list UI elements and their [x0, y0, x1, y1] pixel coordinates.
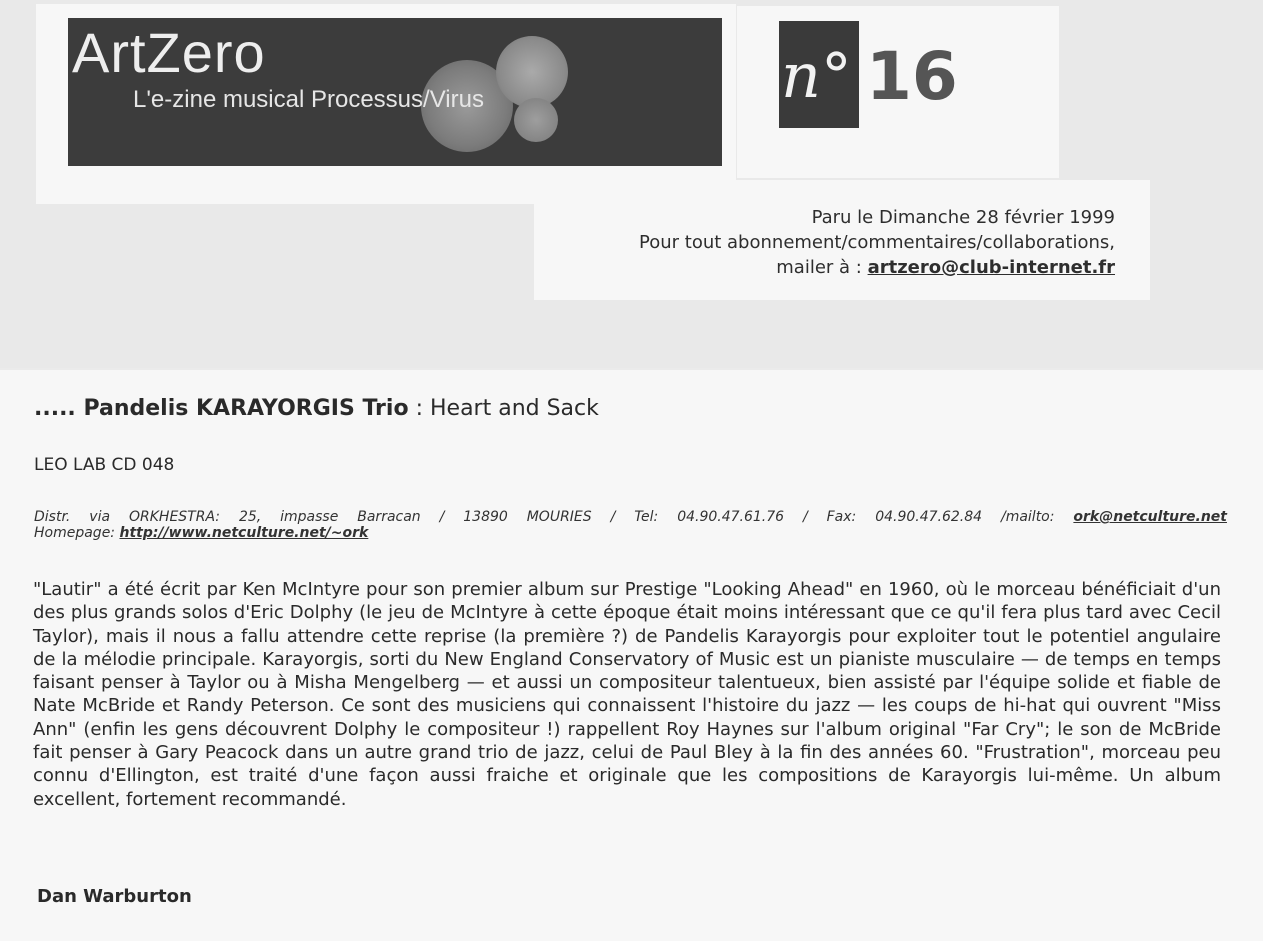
separator-slash: / [610, 509, 616, 525]
title-separator: : [408, 396, 430, 421]
publication-info [639, 205, 1115, 280]
separator-slash: / [802, 509, 808, 525]
tel-label: Tel: [634, 509, 659, 525]
title-prefix: ..... [34, 396, 84, 421]
distr-street: impasse [280, 509, 339, 525]
distributor-name: ORKHESTRA: [128, 509, 221, 525]
contact-email-link[interactable]: artzero@club-internet.fr [867, 257, 1115, 278]
separator-slash: / [439, 509, 445, 525]
publication-date: Paru le Dimanche 28 février 1999 [811, 207, 1115, 228]
homepage-link[interactable]: http://www.netculture.net/~ork [119, 525, 369, 541]
distr-place: Barracan [357, 509, 421, 525]
distribution-line [34, 509, 1227, 525]
distr-number: 25, [238, 509, 262, 525]
contact-line: Pour tout abonnement/commentaires/collaborations, [639, 232, 1115, 253]
tel-number: 04.90.47.61.76 [677, 509, 785, 525]
mail-line [639, 255, 1115, 280]
logo-subtitle: L'e-zine musical Processus/Virus [133, 86, 484, 113]
review-body: "Lautir" a été écrit par Ken McIntyre pour son premier album sur Prestige "Looking Ahead" en 1960, où le morceau bénéficiait d'un des plus grands solos d'Eric Dolphy (le jeu de McIntyre à cette époque était moins intéressant que ce qu'il fera plus tard avec Cecil Taylor), mais il nous a fallu attendre cette reprise (la première ?) de Pandelis Karayorgis pour exploiter tout le potentiel angulaire de la mélodie principale. Karayorgis, sorti du New England Conservatory of Music est un pianiste musculaire — de temps en temps faisant penser à Taylor ou à Misha Mengelberg — et aussi un compositeur talentueux, bien assisté par l'équipe solide et fiable de Nate McBride et Randy Peterson. Ce sont des musiciens qui connaissent l'histoire du jazz — les coups de hi-hat qui ouvrent "Miss Ann" (enfin les gens découvrent Dolphy le compositeur !) rappellent Roy Haynes sur l'album original "Far Cry"; le son de McBride fait penser à Gary Peacock dans un autre grand trio de jazz, celui de Paul Bley à la fin des années 60. "Frustration", morceau peu connu d'Ellington, est traité d'une façon aussi fraiche et originale que les compositions de Karayorgis lui-même. Un album excellent, fortement recommandé. [33, 579, 1221, 810]
mail-prefix: mailer à : [776, 257, 868, 278]
fax-number: 04.90.47.62.84 [875, 509, 983, 525]
album-title: Heart and Sack [429, 396, 599, 421]
homepage-line [34, 525, 1227, 541]
record-label: LEO LAB CD 048 [34, 455, 175, 475]
mailto-label: /mailto: [1000, 509, 1055, 525]
distribution-info [34, 509, 1227, 541]
issue-number: 16 [866, 38, 958, 115]
distr-zip: 13890 [463, 509, 508, 525]
author-name: Dan Warburton [37, 886, 192, 907]
disc-graphic [496, 36, 568, 108]
distributor-email-link[interactable]: ork@netculture.net [1073, 509, 1227, 525]
homepage-label: Homepage: [34, 525, 120, 541]
distr-label: Distr. [34, 509, 71, 525]
logo-title: ArtZero [72, 21, 266, 84]
disc-graphic [514, 98, 558, 142]
review-title [34, 396, 599, 421]
artist-name: Pandelis KARAYORGIS Trio [83, 396, 409, 421]
issue-mark: n° [781, 39, 852, 112]
distr-city: MOURIES [526, 509, 592, 525]
distr-via: via [89, 509, 111, 525]
fax-label: Fax: [826, 509, 857, 525]
